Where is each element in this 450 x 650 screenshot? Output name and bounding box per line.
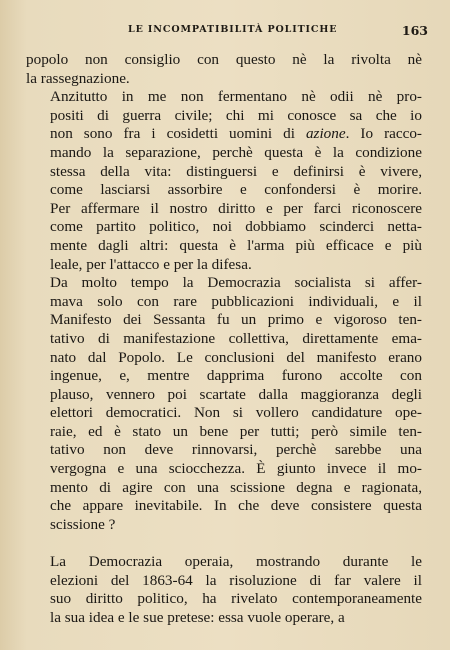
text-line: come partito politico, noi dobbiamo scinderci netta- [50, 218, 422, 236]
text-line: elezioni del 1863-64 la risoluzione di far valere il [50, 571, 422, 589]
text-line: La Democrazia operaia, mostrando durante le [50, 553, 422, 571]
text-line: mente dagli altri: questa è l'arma più efficace e più [50, 236, 422, 254]
paragraph [26, 553, 422, 627]
text-line: vergogna e una sciocchezza. È giunto invece il mo- [50, 460, 422, 478]
text-line: la sua idea e le sue pretese: essa vuole operare, a [50, 608, 345, 626]
text-line: suo diritto politico, ha rivelato contemporaneamente [50, 590, 422, 608]
text-line: ingenue, e, mentre dapprima furono accolte con [50, 367, 422, 385]
emphasized-word: azione [305, 125, 346, 143]
paragraph [26, 51, 422, 88]
text-line: mento di agire con una scissione degna e ragionata, [50, 478, 422, 496]
text-line: Anzitutto in me non fermentano nè odii nè pro- [50, 88, 422, 106]
text-line: elettori democratici. Non si vollero candidature ope- [50, 404, 422, 422]
text-line: popolo non consiglio con questo nè la rivolta nè [26, 51, 422, 68]
text-line: raie, ed è stato un bene per tutti; però simile ten- [50, 422, 422, 440]
text-line: mava solo con rare pubblicazioni individuali, e il [50, 292, 422, 310]
text-line: non sono fra i cosidetti uomini di azione. Io racco- [50, 125, 422, 143]
text-line: che appare inevitabile. In che deve consistere questa [50, 497, 422, 515]
paragraph [26, 88, 422, 274]
running-title: LE INCOMPATIBILITÀ POLITICHE [128, 24, 338, 35]
text-line: Da molto tempo la Democrazia socialista si affer- [50, 274, 422, 292]
text-line: tativo di manifestazione collettiva, direttamente ema- [50, 329, 422, 347]
text-line: Manifesto dei Sessanta fu un primo e vigoroso ten- [50, 311, 422, 329]
text-line: nato dal Popolo. Le conclusioni del manifesto erano [50, 348, 422, 366]
text-line: mando la separazione, perchè questa è la condizione [50, 143, 422, 161]
text-line: leale, per l'attacco e per la difesa. [50, 255, 252, 273]
text-line: la rassegnazione. [26, 69, 130, 87]
text-line: Per affermare il nostro diritto e per farci riconoscere [50, 199, 422, 217]
page-header [26, 23, 428, 39]
page-number: 163 [401, 23, 428, 38]
text-line: scissione ? [50, 515, 116, 533]
body-text [26, 51, 422, 627]
text-line: come lasciarsi assorbire e confondersi è morire. [50, 181, 422, 199]
text-line: positi di guerra civile; chi mi conosce sa che io [50, 106, 422, 124]
text-line: stessa della vita: distinguersi e definirsi è vivere, [50, 162, 422, 180]
text-line: tativo non deve rinnovarsi, perchè sarebbe una [50, 441, 422, 459]
text-line: plauso, vennero poi scartate dalla maggioranza degli [50, 385, 422, 403]
paragraph [26, 274, 422, 534]
